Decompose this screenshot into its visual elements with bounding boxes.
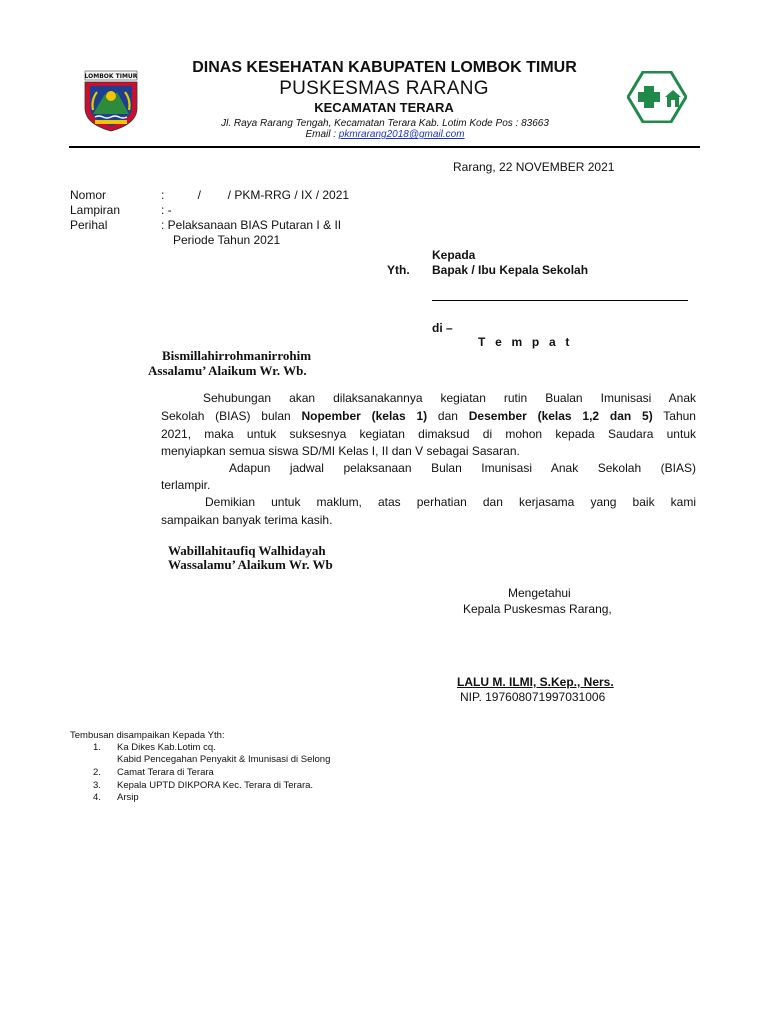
wassalamu-line: Wassalamu’ Alaikum Wr. Wb bbox=[168, 557, 333, 572]
tembusan-item-line: Ka Dikes Kab.Lotim cq. bbox=[117, 742, 216, 753]
signatory-name: LALU M. ILMI, S.Kep., Ners. bbox=[457, 675, 614, 689]
body-p2-line2: terlampir. bbox=[161, 478, 211, 492]
body-p3-line2: sampaikan banyak terima kasih. bbox=[161, 513, 333, 527]
date-line: Rarang, 22 NOVEMBER 2021 bbox=[453, 160, 615, 174]
body-p1-line2 bbox=[161, 409, 696, 423]
body-p1-line1: Sehubungan akan dilaksanakannya kegiatan rutin Bualan Imunisasi Anak bbox=[203, 391, 696, 405]
header-dinas: DINAS KESEHATAN KABUPATEN LOMBOK TIMUR bbox=[192, 59, 577, 76]
lampiran-label: Lampiran bbox=[70, 203, 121, 217]
body-p1-line2-a: Sekolah (BIAS) bulan bbox=[161, 409, 302, 423]
body-p1-line2-e: Tahun bbox=[652, 409, 696, 423]
tembusan-title: Tembusan disampaikan Kepada Yth: bbox=[70, 730, 225, 741]
kepada-label: Kepada bbox=[432, 248, 476, 262]
mengetahui-label: Mengetahui bbox=[508, 586, 571, 600]
tembusan-item-num: 2. bbox=[93, 767, 101, 778]
lampiran-value: : - bbox=[161, 203, 172, 217]
email-link[interactable]: pkmrarang2018@gmail.com bbox=[338, 129, 465, 140]
nomor-value: : / / PKM-RRG / IX / 2021 bbox=[161, 188, 350, 202]
perihal-value: : Pelaksanaan BIAS Putaran I & II bbox=[161, 218, 342, 232]
perihal-label: Perihal bbox=[70, 218, 108, 232]
header-kecamatan: KECAMATAN TERARA bbox=[314, 100, 454, 115]
body-p2-line1: Adapun jadwal pelaksanaan Bulan Imunisasi Anak Sekolah (BIAS) bbox=[229, 461, 696, 475]
tempat-label: T e m p a t bbox=[478, 335, 573, 349]
nomor-label: Nomor bbox=[70, 188, 107, 202]
jabatan-label: Kepala Puskesmas Rarang, bbox=[463, 602, 612, 616]
salam-line: Assalamu’ Alaikum Wr. Wb. bbox=[148, 363, 307, 378]
body-p1-nopember: Nopember (kelas 1) bbox=[301, 409, 428, 423]
di-label: di – bbox=[432, 321, 453, 335]
body-p1-line3: 2021, maka untuk suksesnya kegiatan dimaksud di mohon kepada Saudara untuk bbox=[161, 427, 696, 441]
tembusan-item-num: 4. bbox=[93, 792, 101, 803]
tembusan-item-num: 3. bbox=[93, 780, 101, 791]
body-p1-desember: Desember (kelas 1,2 dan 5) bbox=[468, 409, 653, 423]
body-p3-line1: Demikian untuk maklum, atas perhatian dan kerjasama yang baik kami bbox=[205, 495, 696, 509]
bismillah-line: Bismillahirrohmanirrohim bbox=[162, 348, 312, 363]
tembusan-item-num: 1. bbox=[93, 742, 101, 753]
tembusan-item-line: Kabid Pencegahan Penyakit & Imunisasi di Selong bbox=[117, 754, 331, 765]
recipient-name: Bapak / Ibu Kepala Sekolah bbox=[432, 263, 589, 277]
signatory-nip: NIP. 197608071997031006 bbox=[460, 690, 606, 704]
header-divider bbox=[69, 146, 700, 148]
tembusan-item-line: Arsip bbox=[117, 792, 139, 803]
perihal-value-2: Periode Tahun 2021 bbox=[173, 233, 281, 247]
tembusan-item-line: Camat Terara di Terara bbox=[117, 767, 214, 778]
crest-banner-text: LOMBOK TIMUR bbox=[84, 73, 138, 80]
header-email-line bbox=[0, 129, 768, 140]
body-p1-line4: menyiapkan semua siswa SD/MI Kelas I, II dan V sebagai Sasaran. bbox=[161, 444, 520, 458]
header-puskesmas: PUSKESMAS RARANG bbox=[279, 78, 489, 99]
body-p1-line2-c: dan bbox=[427, 409, 469, 423]
tembusan-item-line: Kepala UPTD DIKPORA Kec. Terara di Terara. bbox=[117, 780, 314, 791]
header-address: Jl. Raya Rarang Tengah, Kecamatan Terara Kab. Lotim Kode Pos : 83663 bbox=[221, 118, 549, 129]
recipient-blank-line bbox=[432, 300, 688, 301]
wabillahi-line: Wabillahitaufiq Walhidayah bbox=[168, 543, 326, 558]
email-label: Email : bbox=[305, 129, 339, 140]
yth-label: Yth. bbox=[387, 263, 410, 277]
